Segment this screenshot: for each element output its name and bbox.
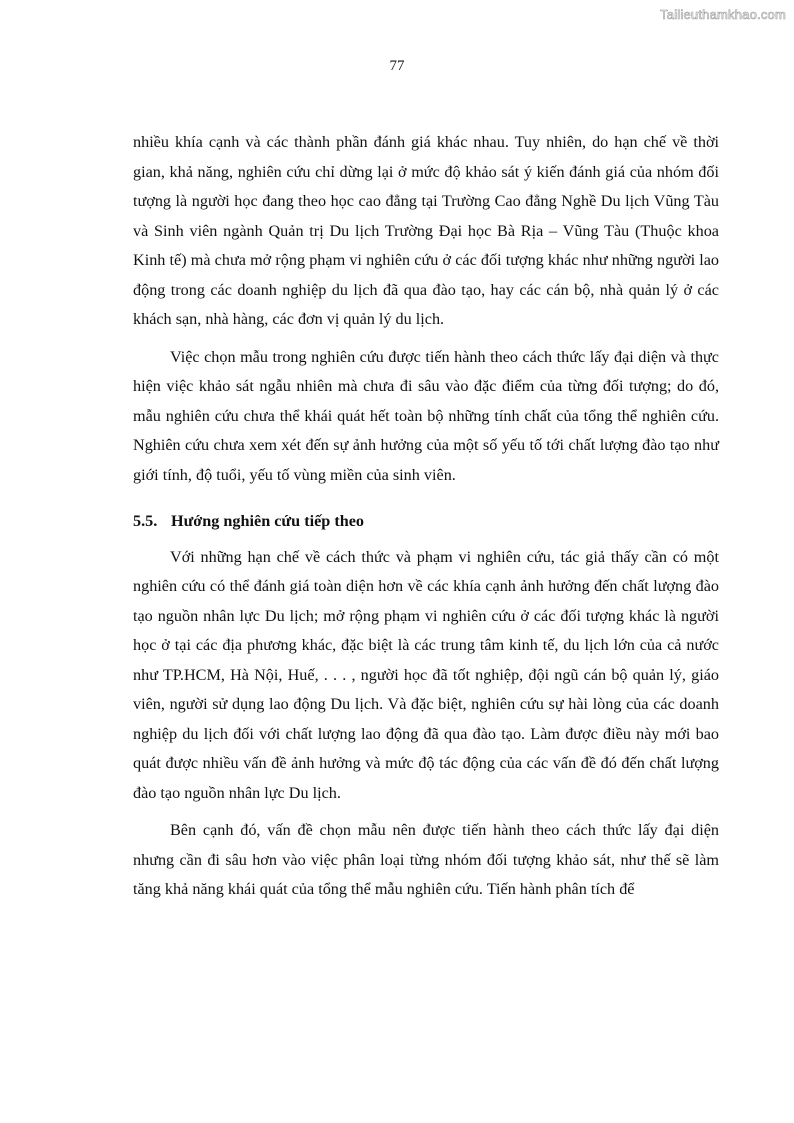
paragraph-future-research: Với những hạn chế về cách thức và phạm vi nghiên cứu, tác giả thấy cần có một nghiên cứu có thể đánh giá toàn diện hơn về các khía cạnh ảnh hưởng đến chất lượng đào tạo nguồn nhân lực Du lịch; mở rộng phạm vi nghiên cứu ở các đối tượng khác là người học ở tại các địa phương khác, đặc biệt là các trung tâm kinh tế, du lịch lớn của cả nước như TP.HCM, Hà Nội, Huế, . . . , người học đã tốt nghiệp, đội ngũ cán bộ quản lý, giáo viên, người sử dụng lao động Du lịch. Và đặc biệt, nghiên cứu sự hài lòng của các doanh nghiệp du lịch đối với chất lượng lao động đã qua đào tạo. Làm được điều này mới bao quát được nhiều vấn đề ảnh hưởng và mức độ tác động của các vấn đề đó đến chất lượng đào tạo nguồn nhân lực Du lịch. [133,547,719,802]
paragraph-limitations-sampling: Việc chọn mẫu trong nghiên cứu được tiến hành theo cách thức lấy đại diện và thực hiện việc khảo sát ngẫu nhiên mà chưa đi sâu vào đặc điểm của từng đối tượng; do đó, mẫu nghiên cứu chưa thể khái quát hết toàn bộ những tính chất của tổng thể nghiên cứu. Nghiên cứu chưa xem xét đến sự ảnh hưởng của một số yếu tố tới chất lượng đào tạo như giới tính, độ tuổi, yếu tố vùng miền của sinh viên. [133,347,719,484]
section-heading [133,507,719,537]
document-body [133,128,719,905]
section-title: Hướng nghiên cứu tiếp theo [171,512,364,530]
paragraph-limitations-scope: nhiều khía cạnh và các thành phần đánh giá khác nhau. Tuy nhiên, do hạn chế về thời gian, khả năng, nghiên cứu chỉ dừng lại ở mức độ khảo sát ý kiến đánh giá của nhóm đối tượng là người học đang theo học cao đẳng tại Trường Cao đẳng Nghề Du lịch Vũng Tàu và Sinh viên ngành Quản trị Du lịch Trường Đại học Bà Rịa – Vũng Tàu (Thuộc khoa Kinh tế) mà chưa mở rộng phạm vi nghiên cứu ở các đối tượng khác như những người lao động trong các doanh nghiệp du lịch đã qua đào tạo, hay các cán bộ, nhà quản lý ở các khách sạn, nhà hàng, các đơn vị quản lý du lịch. [133,133,719,328]
section-number: 5.5. [133,512,158,530]
page-number: 77 [389,58,405,74]
watermark: Tailieuthamkhao.com [660,7,786,22]
paragraph-sampling-recommendation: Bên cạnh đó, vấn đề chọn mẫu nên được tiến hành theo cách thức lấy đại diện nhưng cần đi sâu hơn vào việc phân loại từng nhóm đối tượng khảo sát, như thế sẽ làm tăng khả năng khái quát của tổng thể mẫu nghiên cứu. Tiến hành phân tích để [133,821,719,898]
